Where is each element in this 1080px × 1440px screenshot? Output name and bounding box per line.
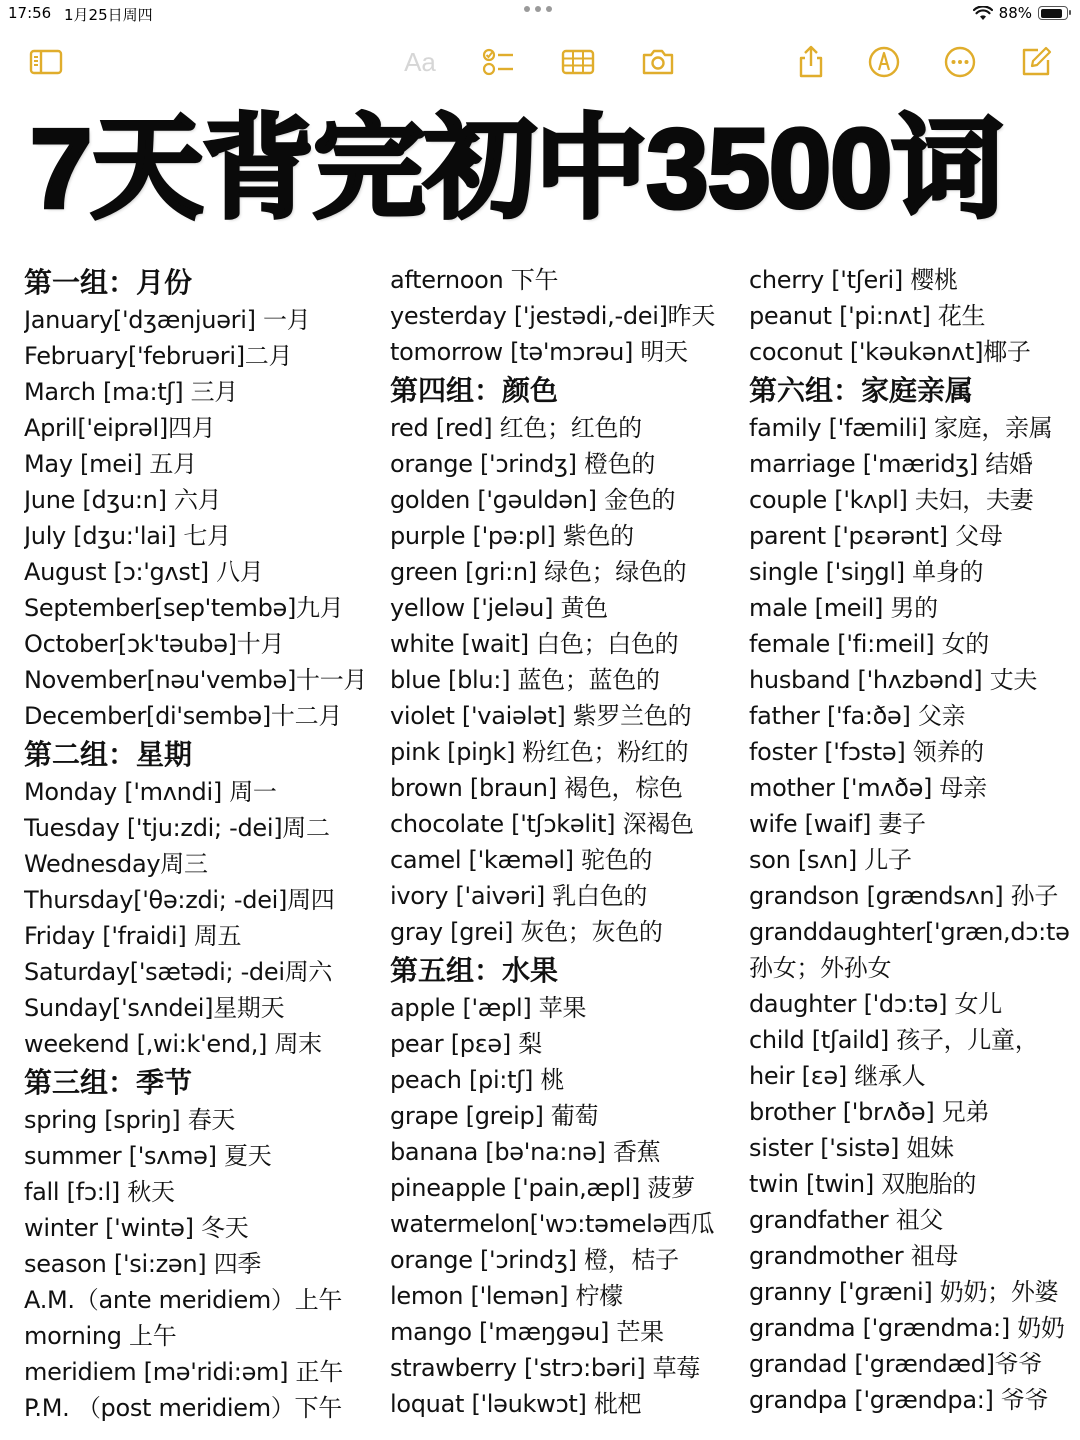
vocab-line: April['eiprəl]四月 [24,414,216,442]
vocab-line: grandpa ['grændpa:] 爷爷 [749,1386,1049,1414]
status-time: 17:56 [8,4,52,22]
wifi-icon [973,6,993,21]
vocab-line: ivory ['aivəri] 乳白色的 [390,882,648,910]
vocab-line: white [wait] 白色；白色的 [390,630,679,658]
vocab-line: weekend [,wi:k'end,] 周末 [24,1030,322,1058]
vocab-line: morning 上午 [24,1322,177,1350]
vocab-line: July [dʒu:'lai] 七月 [24,522,231,550]
vocab-line: camel ['kæməl] 驼色的 [390,846,653,874]
vocab-line: blue [blu:] 蓝色；蓝色的 [390,666,660,694]
markup-icon[interactable] [864,42,904,82]
vocab-line: brother ['brʌðə] 兄弟 [749,1098,990,1126]
vocab-line: grandma ['grændma:] 奶奶 [749,1314,1065,1342]
vocab-line: heir [ɛə] 继承人 [749,1062,926,1090]
note-column-1[interactable] [24,262,384,1426]
vocab-line: fall [fɔ:l] 秋天 [24,1178,175,1206]
table-icon[interactable] [558,42,598,82]
status-bar [0,0,1080,28]
vocab-line: orange ['ɔrindʒ] 橙色的 [390,450,656,478]
vocab-line: mango ['mæŋgəu] 芒果 [390,1318,664,1346]
vocab-line: winter ['wintə] 冬天 [24,1214,249,1242]
vocab-line: February['februəri]二月 [24,342,293,370]
vocab-line: summer ['sʌmə] 夏天 [24,1142,272,1170]
vocab-line: Thursday['θə:zdi; -dei]周四 [24,886,335,914]
vocab-line: season ['si:zən] 四季 [24,1250,262,1278]
vocab-line: Sunday['sʌndei]星期天 [24,994,285,1022]
vocab-line: twin [twin] 双胞胎的 [749,1170,977,1198]
vocab-line: P.M. （post meridiem）下午 [24,1394,342,1422]
vocab-line: golden ['gəuldən] 金色的 [390,486,676,514]
vocab-line: meridiem [mə'ridi:əm] 正午 [24,1358,343,1386]
vocab-line: violet ['vaiələt] 紫罗兰色的 [390,702,692,730]
vocab-line: Tuesday ['tju:zdi; -dei]周二 [24,814,330,842]
vocab-line: cherry ['tʃeri] 樱桃 [749,266,958,294]
vocab-line: pear [pɛə] 梨 [390,1030,542,1058]
vocab-line: Saturday['sætədi; -dei周六 [24,958,333,986]
section-heading: 第五组：水果 [390,954,559,987]
vocab-line: grandfather 祖父 [749,1206,944,1234]
camera-icon[interactable] [638,42,678,82]
vocab-line: August [ɔ:'gʌst] 八月 [24,558,264,586]
vocab-line: pink [piŋk] 粉红色；粉红的 [390,738,689,766]
vocab-line: green [gri:n] 绿色；绿色的 [390,558,687,586]
vocab-line: peanut ['pi:nʌt] 花生 [749,302,986,330]
vocab-line: granddaughter['græn,dɔ:tə [749,918,1070,946]
sidebar-icon[interactable] [26,42,66,82]
vocab-line: family ['fæmili] 家庭，亲属 [749,414,1053,442]
share-icon[interactable] [791,42,831,82]
vocab-line: red [red] 红色；红色的 [390,414,642,442]
vocab-line: loquat ['ləukwɔt] 枇杷 [390,1390,642,1418]
vocab-line: husband ['hʌzbənd] 丈夫 [749,666,1038,694]
more-icon[interactable] [940,42,980,82]
vocab-line: female ['fi:meil] 女的 [749,630,990,658]
vocab-line: Wednesday周三 [24,850,208,878]
vocab-line: orange ['ɔrindʒ] 橙，桔子 [390,1246,679,1274]
vocab-line: marriage ['mæridʒ] 结婚 [749,450,1033,478]
note-toolbar [0,36,1080,86]
vocab-line: October[ɔk'təubə]十月 [24,630,285,658]
vocab-line: June [dʒu:n] 六月 [24,486,222,514]
vocab-line: daughter ['dɔ:tə] 女儿 [749,990,1002,1018]
battery-percent: 88% [998,4,1032,22]
vocab-line: mother ['mʌðə] 母亲 [749,774,987,802]
vocab-line: peach [pi:tʃ] 桃 [390,1066,565,1094]
vocab-line: couple ['kʌpl] 夫妇，夫妻 [749,486,1034,514]
vocab-line: father ['fa:ðə] 父亲 [749,702,966,730]
vocab-line: 孙女；外孙女 [749,954,892,982]
vocab-line: Friday ['fraidi] 周五 [24,922,242,950]
vocab-line: grandmother 祖母 [749,1242,958,1270]
format-button[interactable] [400,42,440,82]
vocab-line: September[sep'tembə]九月 [24,594,344,622]
vocab-line: child [tʃaild] 孩子，儿童， [749,1026,1039,1054]
vocab-line: yesterday ['jestədi,-dei]昨天 [390,302,716,330]
vocab-line: apple ['æpl] 苹果 [390,994,587,1022]
vocab-line: December[di'sembə]十二月 [24,702,343,730]
vocab-line: tomorrow [tə'mɔrəu] 明天 [390,338,688,366]
section-heading: 第一组：月份 [24,266,193,299]
vocab-line: afternoon 下午 [390,266,559,294]
vocab-line: male [meil] 男的 [749,594,938,622]
status-right [973,4,1068,22]
vocab-line: gray [grei] 灰色；灰色的 [390,918,663,946]
vocab-line: lemon ['lemən] 柠檬 [390,1282,623,1310]
vocab-line: yellow ['jeləu] 黄色 [390,594,608,622]
vocab-line: watermelon['wɔ:təmelə西瓜 [390,1210,715,1238]
vocab-line: single ['siŋgl] 单身的 [749,558,984,586]
note-title[interactable]: 7天背完初中3500词 [30,106,1003,231]
vocab-line: grandad ['grændæd]爷爷 [749,1350,1043,1378]
vocab-line: A.M.（ante meridiem）上午 [24,1286,343,1314]
checklist-icon[interactable] [478,42,518,82]
note-column-3[interactable] [749,262,1080,1418]
vocab-line: grandson [grændsʌn] 孙子 [749,882,1059,910]
vocab-line: March [ma:tʃ] 三月 [24,378,238,406]
vocab-line: granny ['græni] 奶奶；外婆 [749,1278,1059,1306]
vocab-line: spring [spriŋ] 春天 [24,1106,236,1134]
note-column-2[interactable] [390,262,742,1422]
vocab-line: purple ['pə:pl] 紫色的 [390,522,634,550]
vocab-line: pineapple ['pain,æpl] 菠萝 [390,1174,695,1202]
section-heading: 第六组：家庭亲属 [749,374,974,407]
vocab-line: coconut ['kəukənʌt]椰子 [749,338,1031,366]
vocab-line: grape [greip] 葡萄 [390,1102,599,1130]
vocab-line: sister ['sistə] 姐妹 [749,1134,954,1162]
multitasking-dots-icon[interactable] [524,6,552,12]
vocab-line: foster ['fɔstə] 领养的 [749,738,984,766]
section-heading: 第四组：颜色 [390,374,559,407]
vocab-line: banana [bə'na:nə] 香蕉 [390,1138,661,1166]
vocab-line: son [sʌn] 儿子 [749,846,912,874]
section-heading: 第三组：季节 [24,1066,193,1099]
section-heading: 第二组：星期 [24,738,193,771]
battery-icon [1038,6,1068,20]
vocab-line: chocolate ['tʃɔkəlit] 深褐色 [390,810,694,838]
compose-icon[interactable] [1016,42,1056,82]
vocab-line: November[nəu'vembə]十一月 [24,666,368,694]
vocab-line: parent ['pɛərənt] 父母 [749,522,1003,550]
vocab-line: wife [waif] 妻子 [749,810,926,838]
vocab-line: May [mei] 五月 [24,450,197,478]
vocab-line: January['dʒænjuəri] 一月 [24,306,311,334]
vocab-line: strawberry ['strɔ:bəri] 草莓 [390,1354,701,1382]
format-label: Aa [404,46,436,77]
status-date: 1月25日周四 [64,6,153,24]
vocab-line: brown [braun] 褐色，棕色 [390,774,683,802]
vocab-line: Monday ['mʌndi] 周一 [24,778,277,806]
